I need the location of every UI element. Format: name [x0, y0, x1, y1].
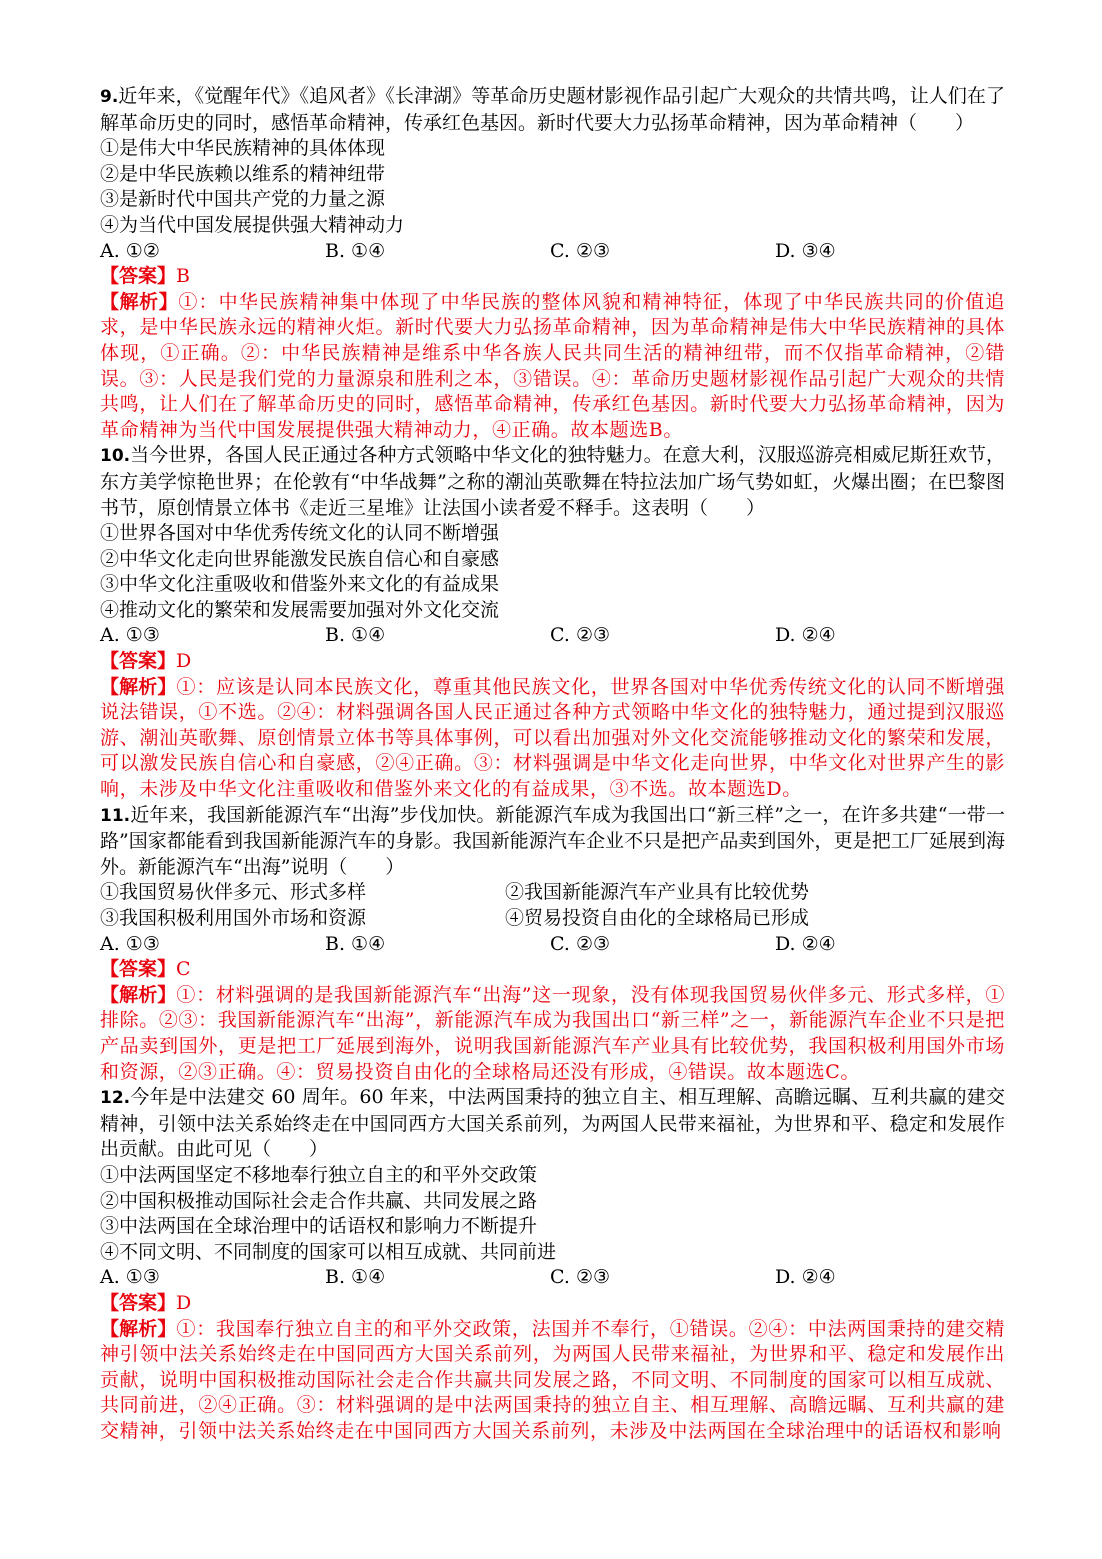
analysis-label: 【解析】: [100, 983, 177, 1006]
analysis: [100, 1317, 1005, 1445]
analysis-text: ①：中华民族精神集中体现了中华民族的整体风貌和精神特征，体现了中华民族共同的价值追求，是中华民族永远的精神火炬。新时代要大力弘扬革命精神，因为革命精神是伟大中华民族精神的具体体现，①正确。②：中华民族精神是维系中华各族人民共同生活的精神纽带，而不仅指革命精神，②错误。③：人民是我们党的力量源泉和胜利之本，③错误。④：革命历史题材影视作品引起广大观众的共情共鸣，让人们在了解革命历史的同时，感悟革命精神，传承红色基因。新时代要大力弘扬革命精神，因为革命精神为当代中国发展提供强大精神动力，④正确。故本题选B。: [100, 290, 1005, 441]
question-number: 12.: [100, 1088, 131, 1109]
analysis-label: 【解析】: [100, 675, 177, 698]
question-12: [100, 1085, 1005, 1444]
analysis: [100, 290, 1005, 444]
choice-d: D. ②④: [775, 624, 836, 647]
choice-a: A. ①③: [100, 624, 160, 647]
choices: [100, 1265, 1005, 1291]
question-text: 近年来，《觉醒年代》《追风者》《长津湖》等革命历史题材影视作品引起广大观众的共情共鸣，让人们在了解革命历史的同时，感悟革命精神，传承红色基因。新时代要大力弘扬革命精神，因为革命精神（ ）: [100, 85, 1005, 134]
choices: [100, 239, 1005, 265]
question-text: 今年是中法建交 60 周年。60 年来，中法两国秉持的独立自主、相互理解、高瞻远瞩、互利共赢的建交精神，引领中法关系始终走在中国同西方大国关系前列，为两国人民带来福祉，为世界和平、稳定和发展作出贡献。由此可见（ ）: [100, 1086, 1005, 1161]
choice-c: C. ②③: [550, 239, 611, 262]
question-10: [100, 443, 1005, 802]
question-stem: [100, 84, 1005, 136]
question-number: 9.: [100, 87, 119, 107]
question-text: 当今世界，各国人民正通过各种方式领略中华文化的独特魅力。在意大利，汉服巡游亮相威尼斯狂欢节，东方美学惊艳世界；在伦敦有“中华战舞”之称的潮汕英歌舞在特拉法加广场气势如虹，火爆出圈；在巴黎图书节，原创情景立体书《走近三星堆》让法国小读者爱不释手。这表明（ ）: [100, 444, 1005, 519]
answer: [100, 264, 1005, 290]
choice-c: C. ②③: [550, 624, 611, 647]
choice-d: D. ②④: [775, 932, 836, 955]
analysis-text: ①：应该是认同本民族文化，尊重其他民族文化，世界各国对中华优秀传统文化的认同不断增强说法错误，①不选。②④：材料强调各国人民正通过各种方式领略中华文化的独特魅力，通过提到汉服巡游、潮汕英歌舞、原创情景立体书等具体事例，可以看出加强对外文化交流能够推动文化的繁荣和发展，可以激发民族自信心和自豪感，②④正确。③：材料强调是中华文化走向世界，中华文化对世界产生的影响，未涉及中华文化注重吸收和借鉴外来文化的有益成果，③不选。故本题选D。: [100, 675, 1005, 801]
choice-a: A. ①③: [100, 932, 160, 955]
question-text: 近年来，我国新能源汽车“出海”步伐加快。新能源汽车成为我国出口“新三样”之一，在许多共建“一带一路”国家都能看到我国新能源汽车的身影。我国新能源汽车企业不只是把产品卖到国外，更是把工厂延展到海外。新能源汽车“出海”说明（ ）: [100, 803, 1005, 878]
answer-value: D: [176, 650, 192, 673]
answer: [100, 1291, 1005, 1317]
question-number: 11.: [100, 805, 131, 826]
document-page: [100, 84, 1005, 1444]
statement: ②我国新能源汽车产业具有比较优势: [505, 881, 810, 904]
analysis-label: 【解析】: [100, 290, 179, 313]
statement: ①中法两国坚定不移地奉行独立自主的和平外交政策: [100, 1163, 538, 1186]
analysis: [100, 675, 1005, 803]
statement: ④不同文明、不同制度的国家可以相互成就、共同前进: [100, 1240, 557, 1263]
choices: [100, 932, 1005, 958]
statement: ④为当代中国发展提供强大精神动力: [100, 213, 405, 236]
statement: ②是中华民族赖以维系的精神纽带: [100, 162, 386, 185]
answer-label: 【答案】: [100, 265, 177, 288]
statement: ③我国积极利用国外市场和资源: [100, 907, 367, 929]
answer-label: 【答案】: [100, 958, 177, 981]
answer: [100, 649, 1005, 675]
statement: ④推动文化的繁荣和发展需要加强对外文化交流: [100, 598, 500, 621]
question-stem: [100, 443, 1005, 521]
choice-a: A. ①③: [100, 1266, 160, 1289]
choice-b: B. ①④: [325, 1266, 386, 1289]
answer-value: B: [176, 265, 190, 288]
analysis-label: 【解析】: [100, 1317, 177, 1340]
question-number: 10.: [100, 446, 131, 467]
answer-value: C: [176, 958, 191, 981]
choice-d: D. ②④: [775, 1266, 836, 1289]
analysis-text: ①：材料强调的是我国新能源汽车“出海”这一现象，没有体现我国贸易伙伴多元、形式多样，①排除。②③：我国新能源汽车“出海”，新能源汽车成为我国出口“新三样”之一，新能源汽车企业不只是把产品卖到国外，更是把工厂延展到海外，说明我国新能源汽车产业具有比较优势，我国积极利用国外市场和资源，②③正确。④：贸易投资自由化的全球格局还没有形成，④错误。故本题选C。: [100, 983, 1005, 1083]
analysis-text: ①：我国奉行独立自主的和平外交政策，法国并不奉行，①错误。②④：中法两国秉持的建交精神引领中法关系始终走在中国同西方大国关系前列，为两国人民带来福祉，为世界和平、稳定和发展作出贡献，说明中国积极推动国际社会走合作共赢共同发展之路，不同文明、不同制度的国家可以相互成就、共同前进，②④正确。③：材料强调的是中法两国秉持的独立自主、相互理解、高瞻远瞩、互利共赢的建交精神，引领中法关系始终走在中国同西方大国关系前列，未涉及中法两国在全球治理中的话语权和影响: [100, 1317, 1005, 1442]
choice-c: C. ②③: [550, 1266, 611, 1289]
answer: [100, 957, 1005, 983]
statement: ①世界各国对中华优秀传统文化的认同不断增强: [100, 522, 500, 545]
choice-b: B. ①④: [325, 239, 386, 262]
statement: ①我国贸易伙伴多元、形式多样: [100, 881, 367, 904]
statement: ②中国积极推动国际社会走合作共赢、共同发展之路: [100, 1189, 538, 1212]
statement-row: [100, 880, 1005, 906]
answer-label: 【答案】: [100, 1291, 177, 1314]
question-stem: [100, 803, 1005, 881]
choice-c: C. ②③: [550, 932, 611, 955]
analysis: [100, 983, 1005, 1085]
statement: ②中华文化走向世界能激发民族自信心和自豪感: [100, 547, 500, 570]
choice-b: B. ①④: [325, 932, 386, 955]
choice-b: B. ①④: [325, 624, 386, 647]
choice-d: D. ③④: [775, 239, 836, 262]
answer-value: D: [176, 1291, 192, 1314]
question-stem: [100, 1085, 1005, 1163]
statement: ③是新时代中国共产党的力量之源: [100, 188, 386, 211]
statement: ③中华文化注重吸收和借鉴外来文化的有益成果: [100, 573, 500, 596]
question-11: [100, 803, 1005, 1086]
statement-row: [100, 906, 1005, 932]
answer-label: 【答案】: [100, 650, 177, 673]
choices: [100, 623, 1005, 649]
question-9: [100, 84, 1005, 443]
choice-a: A. ①②: [100, 239, 160, 262]
statement: ①是伟大中华民族精神的具体体现: [100, 137, 386, 160]
statement: ③中法两国在全球治理中的话语权和影响力不断提升: [100, 1215, 538, 1238]
statement: ④贸易投资自由化的全球格局已形成: [505, 907, 810, 929]
